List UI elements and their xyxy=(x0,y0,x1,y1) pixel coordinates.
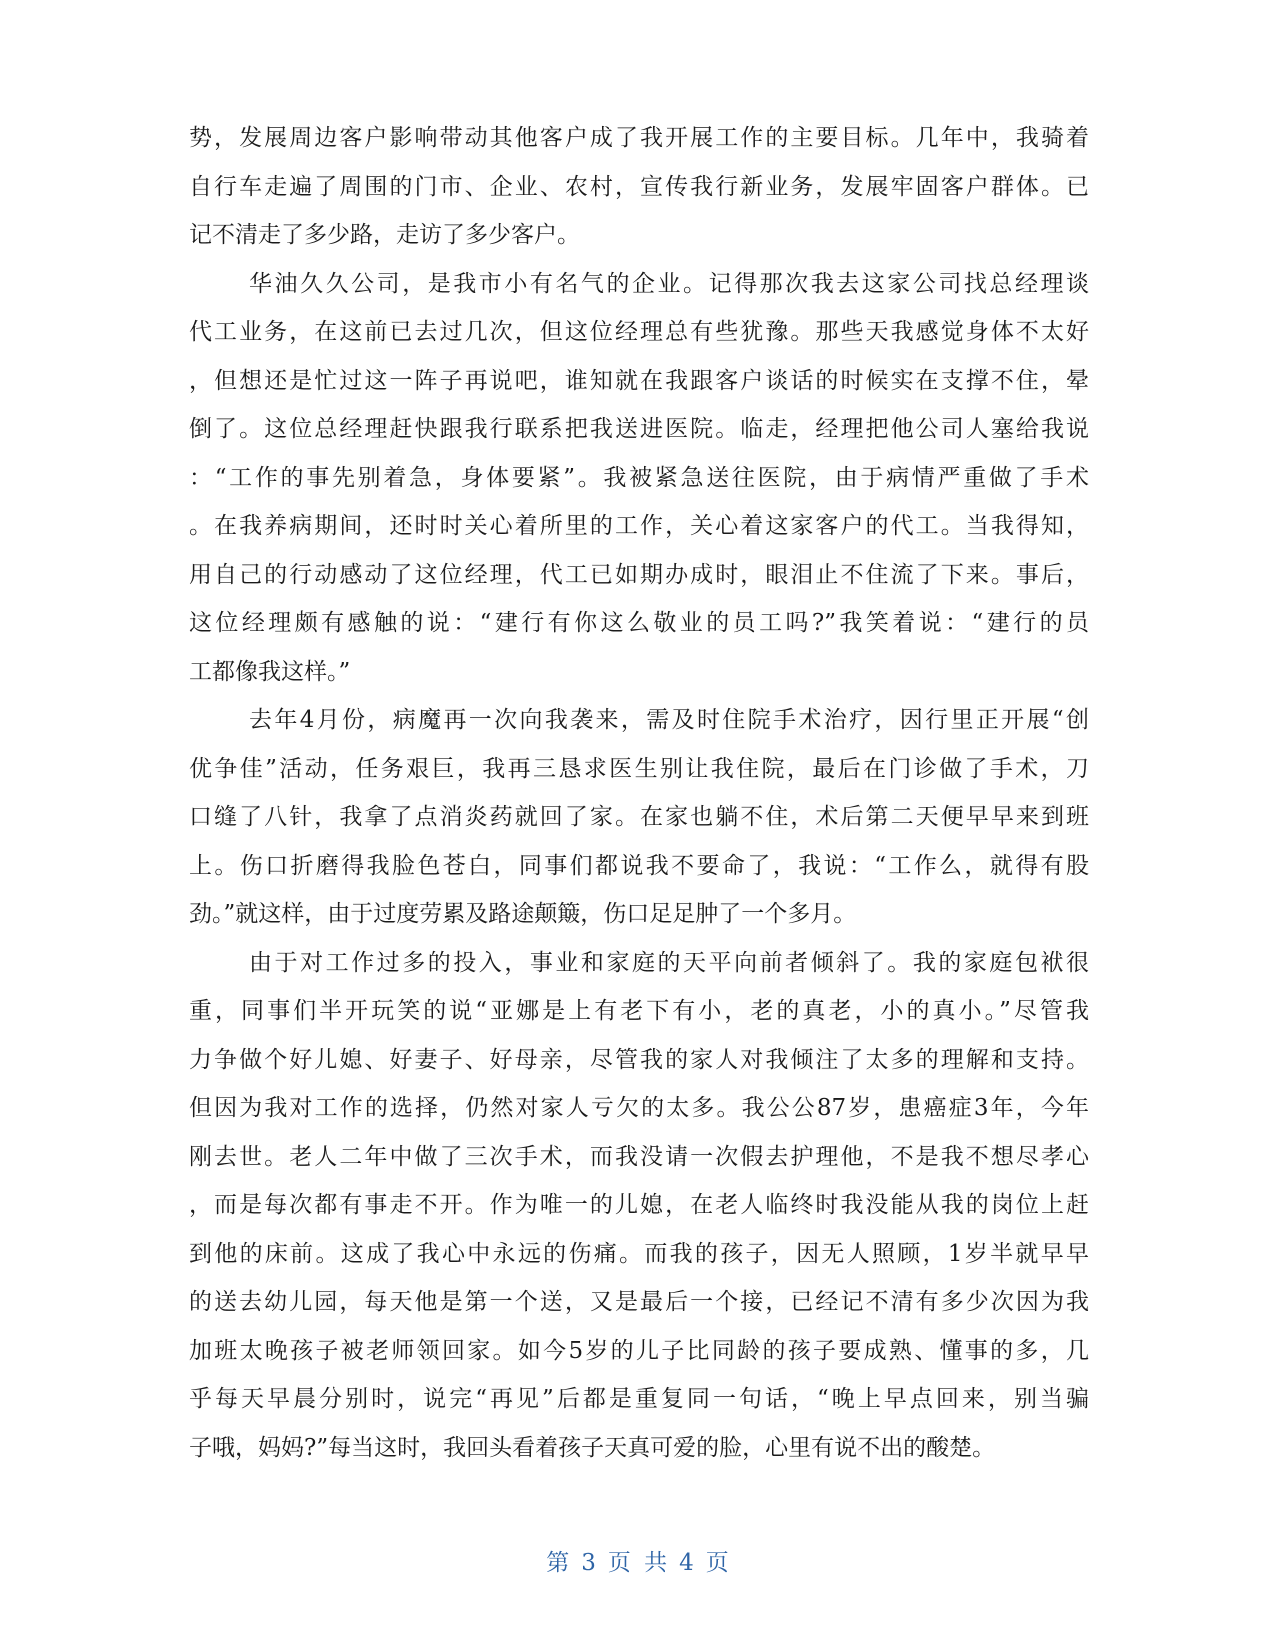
body-text xyxy=(189,114,1089,1472)
text-line: 口缝了八针，我拿了点消炎药就回了家。在家也躺不住，术后第二天便早早来到班 xyxy=(189,804,1089,830)
text-line: ：“工作的事先别着急，身体要紧”。我被紧急送往医院，由于病情严重做了手术 xyxy=(189,464,1089,491)
footer-prefix: 第 xyxy=(546,1550,570,1576)
text-line: ，而是每次都有事走不开。作为唯一的儿媳，在老人临终时我没能从我的岗位上赶 xyxy=(189,1192,1089,1218)
text-line: 。在我养病期间，还时时关心着所里的工作，关心着这家客户的代工。当我得知， xyxy=(189,513,1089,539)
text-line: 自行车走遍了周围的门市、企业、农村，宣传我行新业务，发展牢固客户群体。已 xyxy=(189,173,1089,200)
text-line: 乎每天早晨分别时，说完“再见”后都是重复同一句话，“晚上早点回来，别当骗 xyxy=(189,1386,1089,1412)
text-line: 工都像我这样。” xyxy=(189,658,351,685)
text-line: 的送去幼儿园，每天他是第一个送，又是最后一个接，已经记不清有多少次因为我 xyxy=(189,1289,1089,1315)
text-line: 重，同事们半开玩笑的说“亚娜是上有老下有小，老的真老，小的真小。”尽管我 xyxy=(189,998,1089,1024)
text-line: 加班太晚孩子被老师领回家。如今5岁的儿子比同龄的孩子要成熟、懂事的多，几 xyxy=(189,1337,1089,1364)
text-line: 力争做个好儿媳、好妻子、好母亲，尽管我的家人对我倾注了太多的理解和支持。 xyxy=(189,1046,1089,1073)
footer-suffix: 页 xyxy=(705,1550,729,1576)
footer-page-number: 3 xyxy=(581,1550,596,1576)
text-line: 这位经理颇有感触的说：“建行有你这么敬业的员工吗?”我笑着说：“建行的员 xyxy=(189,610,1089,636)
text-line: 优争佳”活动，任务艰巨，我再三恳求医生别让我住院，最后在门诊做了手术，刀 xyxy=(189,755,1089,782)
text-line: 去年4月份，病魔再一次向我袭来，需及时住院手术治疗，因行里正开展“创 xyxy=(249,707,1089,733)
text-line: 用自己的行动感动了这位经理，代工已如期办成时，眼泪止不住流了下来。事后， xyxy=(189,561,1089,588)
text-line: 倒了。这位总经理赶快跟我行联系把我送进医院。临走，经理把他公司人塞给我说 xyxy=(189,416,1089,442)
text-line: 刚去世。老人二年中做了三次手术，而我没请一次假去护理他，不是我不想尽孝心 xyxy=(189,1143,1089,1170)
text-line: 由于对工作过多的投入，事业和家庭的天平向前者倾斜了。我的家庭包袱很 xyxy=(249,949,1089,976)
text-line: 势，发展周边客户影响带动其他客户成了我开展工作的主要目标。几年中，我骑着 xyxy=(189,125,1089,151)
text-line: 劲。”就这样，由于过度劳累及路途颠簸，伤口足足肿了一个多月。 xyxy=(189,901,857,927)
text-line: 子哦，妈妈?”每当这时，我回头看着孩子天真可爱的脸，心里有说不出的酸楚。 xyxy=(189,1434,996,1461)
text-line: 记不清走了多少路，走访了多少客户。 xyxy=(189,222,580,248)
page-footer xyxy=(0,1544,1275,1577)
text-line: 上。伤口折磨得我脸色苍白，同事们都说我不要命了，我说：“工作么，就得有股 xyxy=(189,852,1089,879)
text-line: 到他的床前。这成了我心中永远的伤痛。而我的孩子，因无人照顾，1岁半就早早 xyxy=(189,1240,1089,1267)
text-line: 但因为我对工作的选择，仍然对家人亏欠的太多。我公公87岁，患癌症3年，今年 xyxy=(189,1095,1089,1121)
text-line: 代工业务，在这前已去过几次，但这位经理总有些犹豫。那些天我感觉身体不太好 xyxy=(189,319,1089,345)
text-line: 华油久久公司，是我市小有名气的企业。记得那次我去这家公司找总经理谈 xyxy=(249,270,1089,297)
footer-middle: 页 共 xyxy=(607,1550,668,1576)
footer-total-pages: 4 xyxy=(679,1550,694,1576)
text-line: ，但想还是忙过这一阵子再说吧，谁知就在我跟客户谈话的时候实在支撑不住，晕 xyxy=(189,367,1089,394)
